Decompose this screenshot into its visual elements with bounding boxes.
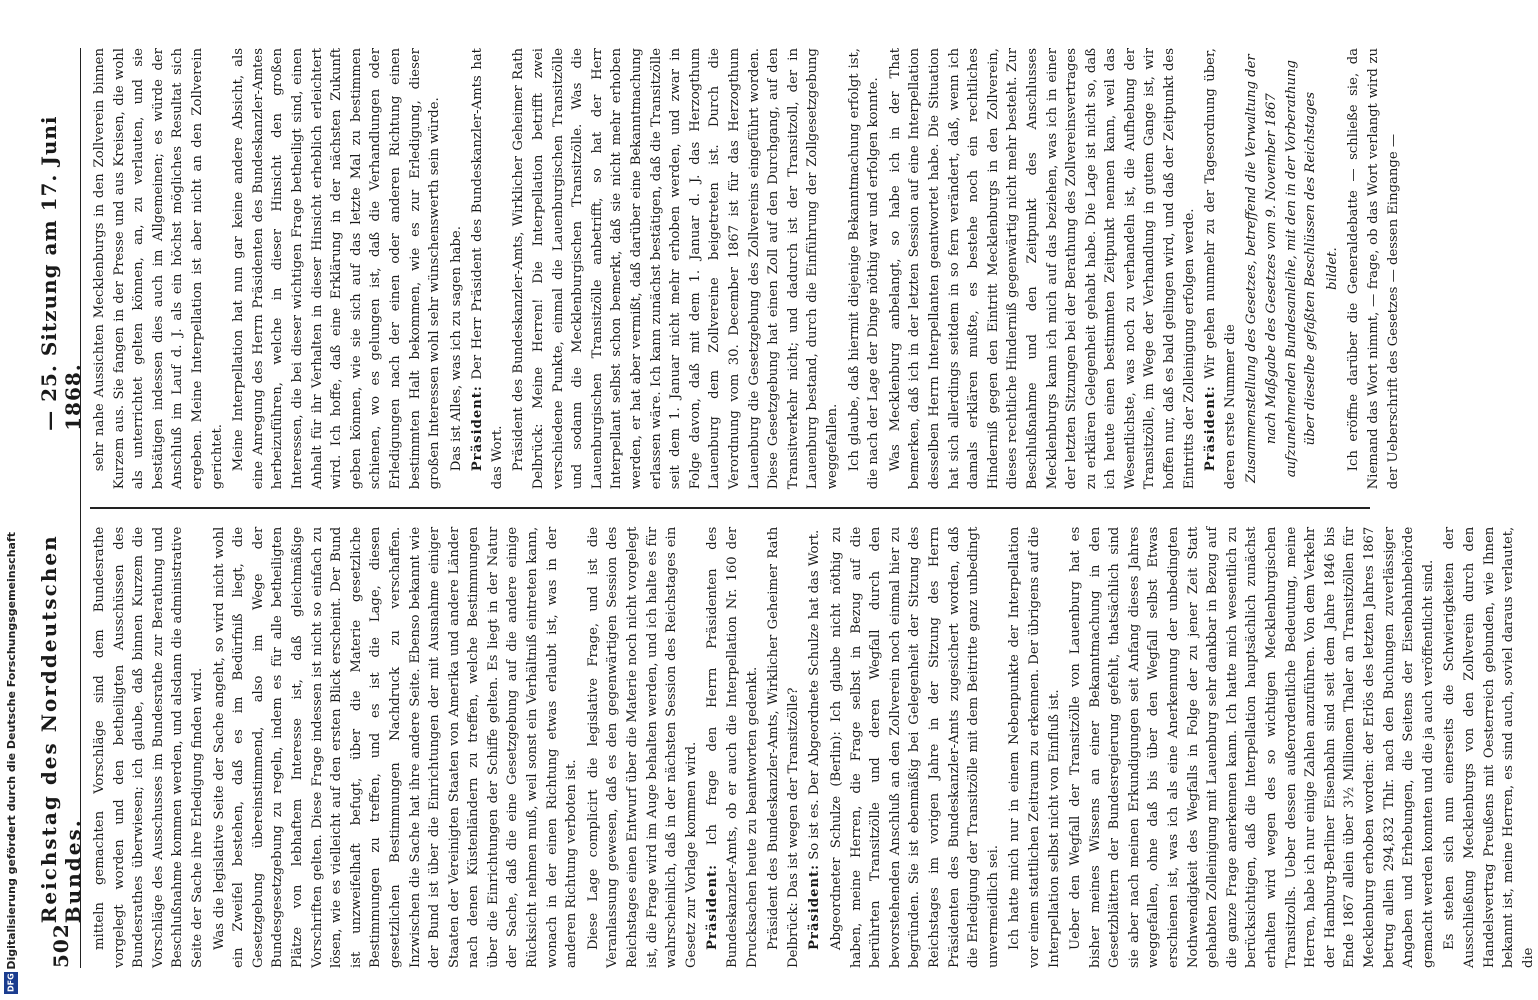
paragraph [1201,48,1240,489]
paragraph [703,527,762,968]
paragraph: Was Mecklenburg anbelangt, so habe ich in der That bemerken, daß ich in der letzten Session auf eine Interpellation desselben Herrn Interpellanten geantwortet habe. Die Situation hat sich allerdings seitdem in so fern verändert, daß, wenn ich damals erklären mußte, es bestehe noch ein rechtliches Hinderniß gegen den Eintritt Mecklenburgs in den Zollverein, dieses rechtliche Hinderniß gegenwärtig nicht mehr besteht. Zur Beschlußnahme und den Zeitpunkt des Anschlusses Mecklenburgs kann ich mich auf das beziehen, was ich in einer der letzten Sitzungen bei der Berathung des Zollvereinsvertrages zu erklären Gelegenheit gehabt habe. Die Lage ist nicht so, daß ich heute einen bestimmten Zeitpunkt nennen kann, weil das Wesentlichste, was noch zu verhandeln ist, die Aufhebung der Transitzölle, im Wege der Verhandlung in gutem Gange ist, wir hoffen nur, daß es bald gelingen wird, und daß der Zeitpunkt des Eintritts der Zolleinigung erfolgen werde. [887,48,1197,490]
speech-text: Ich frage den Herrn Präsidenten des Bundeskanzler-Amts, ob er auch die Interpellation Nr. 160 der Drucksachen heute zu beantworten gedenkt. [705,526,760,968]
speech-text: Wir gehen nunmehr zu der Tagesordnung über, deren erste Nummer die [1203,48,1238,490]
paragraph: sehr nahe Aussichten Mecklenburgs in den Zollverein binnen Kurzem aus. Sie fangen in der Presse und aus Kreisen, die wohl als unterrichtet gelten können, an, zu verlauten, und sie bestätigen indessen dies auch im Allgemeinen; es würde der Anschluß im Lauf d. J. als ein höchst mögliches Resultat sich ergeben. Meine Interpellation ist aber nicht an den Zollverein gerichtet. [92,48,225,490]
speaker-name: Präsident: [1203,385,1219,472]
paragraph: Ich hatte mich nur in einem Nebenpunkte der Interpellation vor einem stattlichen Zeitraum zu erkennen. Der übrigens auf die Interpellation selbst nicht von Einfluß ist. [1007,526,1062,968]
speech-text: So ist es. Der Abgeordnete Schulze hat das Wort. [807,529,823,860]
page-title: Reichstag des Norddeutschen Bundes. [37,534,85,924]
left-column [90,526,1536,968]
session-info: — 25. Sitzung am 17. Juni 1868. [37,115,85,431]
paragraph: mitteln gemachten Vorschläge sind dem Bundesrathe vorgelegt worden und den betheiligten Ausschüssen des Bundesrathes überwiesen; ich glaube, daß binnen Kurzem die Vorschläge des Ausschusses im Bundesrathe zur Berathung und Beschlußnahme kommen werden, und alsdann die administrative Seite der Sache ihre Erledigung finden wird. [92,526,205,968]
paragraph [468,48,507,489]
paragraph: Was die legislative Seite der Sache angeht, so wird nicht wohl ein Zweifel bestehen, daß es im Bedürfniß liegt, die Gesetzgebung übereinstimmend, also im Wege der Bundesgesetzgebung zu regeln, indem es für alle betheiligten Plätze von lebhaftem Interesse ist, daß gleichmäßige Vorschriften gelten. Diese Frage indessen ist nicht so einfach zu lösen, wie es vielleicht auf den ersten Blick erscheint. Der Bund ist unzweifelhaft befugt, über die Materie gesetzliche Bestimmungen zu treffen, und es ist die Lage, diesen gesetzlichen Bestimmungen Nachdruck zu verschaffen. Inzwischen die Sache hat ihre andere Seite. Ebenso bekannt wie der Bund ist über die Einrichtungen der mit Ausnahme einiger Staaten der Vereinigten Staaten von Amerika und andere Länder nach denen Küstenländern zu treffen, welche Bestimmungen über die Einrichtungen der Schiffe gelten. Es liegt in der Natur der Sache, daß die eine Gesetzgebung auf die andere einige Rücksicht nehmen muß, weil sonst ein Verhältniß eintreten kann, wonach in der einen Richtung etwas erlaubt ist, was in der anderen Richtung verboten ist. [211,526,580,968]
funding-label: Digitalisierung gefördert durch die Deutsche Forschungsgemeinschaft [4,532,18,970]
page-header [37,48,85,968]
paragraph: Präsident des Bundeskanzler-Amts, Wirklicher Geheimer Rath Delbrück: Meine Herren! Die Interpellation betrifft zwei verschiedene Punkte, einmal die Lauenburgischen Transitzölle und sodann die Mecklenburgischen Transitzölle. Was die Lauenburgischen Transitzölle anbetrifft, so hat der Herr Interpellant selbst schon bemerkt, daß sie nicht mehr erhoben werden, er hat aber vermißt, daß darüber eine Bekanntmachung erlassen wäre. Ich kann zunächst bestätigen, daß die Transitzölle seit dem 1. Januar nicht mehr erhoben werden, und zwar in Folge davon, daß mit dem 1. Januar d. J. das Herzogthum Lauenburg dem Zollvereine beigetreten ist. Durch die Verordnung vom 30. December 1867 ist für das Herzogthum Lauenburg die Gesetzgebung des Zollvereins eingeführt worden. Diese Gesetzgebung hat einen Zoll auf den Durchgang, auf den Transitverkehr nicht; und dadurch ist der Transitzoll, der in Lauenburg bestand, durch die Einführung der Zollgesetzgebung weggefallen. [511,48,840,490]
paragraph: Das ist Alles, was ich zu sagen habe. [448,226,464,472]
paragraph: Abgeordneter Schulze (Berlin): Ich glaube nicht nöthig zu haben, meine Herren, die Frage selbst in Bezug auf die berührten Transitzölle und deren Wegfall durch den bevorstehenden Anschluß an den Zollverein noch einmal hier zu begründen. Sie ist ebenmäßig bei Gelegenheit der Sitzung des Reichstages im vorigen Jahre in der Sitzung des Herrn Präsidenten des Bundeskanzler-Amts zugesichert worden, daß die Erledigung der Transitzölle mit dem Beitritte ganz unbedingt unvermeidlich sei. [828,526,1001,968]
text-columns [90,48,1536,968]
paragraph: Ich eröffne darüber die Generaldebatte — schließe sie, da Niemand das Wort nimmt, — frage, ob das Wort verlangt wird zu der Ueberschrift des Gesetzes — dessen Eingange — [1346,48,1401,490]
column-divider [90,507,1370,509]
paragraph: Präsident des Bundeskanzler-Amts, Wirklicher Geheimer Rath Delbrück: Das ist wegen der Transitzölle? [766,526,801,968]
paragraph: Es stehen sich nun einerseits die Schwierigkeiten der Ausschließung Mecklenburgs von den Zollverein durch den Handelsvertrag Preußens mit Oesterreich gebunden, wie Ihnen bekannt ist, meine Herren, es sind auch, soviel daraus verlautet, die [1442,526,1536,968]
paragraph: Ueber den Wegfall der Transitzölle von Lauenburg hat es bisher meines Wissens an einer Bekanntmachung in den Gesetzblättern der Bundesregierung gefehlt, thatsächlich sind sie aber nach meinen Erkundigungen seit Anfang dieses Jahres weggefallen, ohne daß bis über den Wegfall selbst Etwas erschienen ist, was ich als eine Anerkennung der unbedingten Nothwendigkeit des Wegfalls in Folge der zu jener Zeit Statt gehabten Zolleinigung mit Lauenburg sehr dankbar in Bezug auf die ganze Frage anerkennen kann. Ich hatte mich wesentlich zu berücksichtigen, daß die Interpellation hauptsächlich zunächst erhalten wird wegen des so wichtigen Mecklenburgischen Transitzolls. Ueber dessen außerordentliche Bedeutung, meine Herren, habe ich nur einige Zahlen anzuführen. Von dem Verkehr der Hamburg-Berliner Eisenbahn sind seit dem Jahre 1846 bis Ende 1867 allein über 3½ Millionen Thaler an Transitzöllen für Mecklenburg erhoben worden: der Erlös des letzten Jahres 1867 betrug allein 294,832 Thlr. nach den Buchungen zuverlässiger Angaben und Erhebungen, die Seitens der Eisenbahnbehörde gemacht werden konnten und die ja auch veröffentlicht sind. [1068,526,1436,968]
speaker-name: Präsident: [470,385,486,472]
rotated-page [37,48,1536,968]
paragraph: Zusammenstellung des Gesetzes, betreffend die Verwaltung der nach Maßgabe des Gesetzes vom 9. November 1867 aufzunehmenden Bundesanleihe, mit den in der Vorberathung über dieselbe gefaßten Beschlüssen des Reichstages [1244,54,1319,483]
page-number: 502 [49,923,73,968]
speaker-name: Präsident: [807,863,823,950]
right-column [90,48,1401,490]
paragraph: bildet. [1324,247,1340,290]
paragraph [805,527,825,968]
scan-sidebar [0,0,22,1000]
paragraph: Diese Lage complicirt die legislative Frage, und ist die Veranlassung gewesen, daß es den gegenwärtigen Session des Reichstages einen Entwurf über die Materie noch nicht vorgelegt ist, die Frage wird im Auge behalten werden, und ich halte es für wahrscheinlich, daß in der nächsten Session des Reichstages ein Gesetz zur Vorlage kommen wird. [585,526,699,968]
paragraph: Meine Interpellation hat nun gar keine andere Absicht, als eine Anregung des Herrn Präsidenten des Bundeskanzler-Amtes herbeizuführen, welche in dieser Hinsicht den großen Interessen, die bei dieser wichtigen Frage betheiligt sind, einen Anhalt für ihr Verhalten in dieser Hinsicht erheblich erleichtert wird. Ich hoffe, daß eine Erklärung in der nächsten Zukunft geben können, wie sie sich auf das letzte Mal zu bestimmen schienen, wo es gelungen ist, daß die Verhandlungen oder Erledigungen nach der einen oder anderen Richtung einen bestimmten Halt bekommen, wie es zur Erledigung, dieser großen Interessen wohl sehr wünschenswerth sein würde. [231,48,443,490]
speech-text: Der Herr Präsident des Bundeskanzler-Amts hat das Wort. [470,48,505,490]
paragraph: Ich glaube, daß hiermit diejenige Bekanntmachung erfolgt ist, die nach der Lage der Dinge nöthig war und erfolgen konnte. [846,48,882,490]
speaker-name: Präsident: [705,863,721,950]
dfg-logo-icon: DFG [4,972,18,994]
